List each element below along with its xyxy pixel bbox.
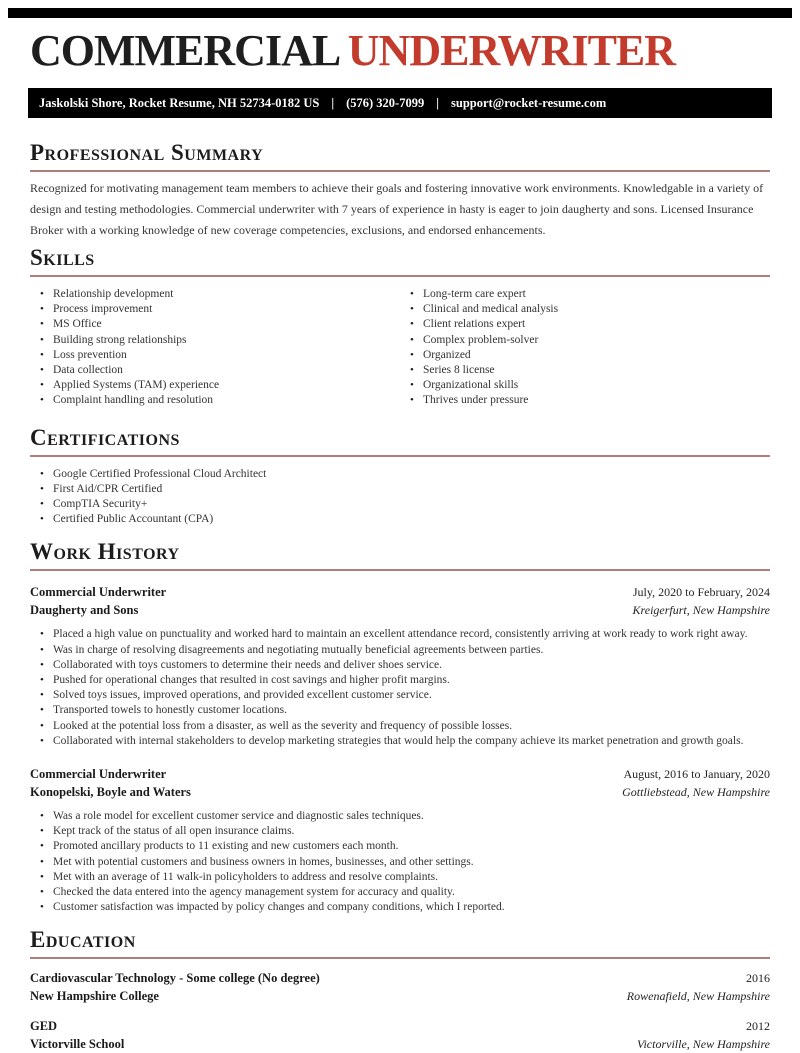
contact-email: support@rocket-resume.com (451, 95, 607, 110)
contact-separator: | (436, 95, 439, 110)
skill-item: • Organized (410, 348, 770, 363)
skill-item: • Relationship development (40, 287, 400, 302)
job-bullet-list (30, 809, 770, 915)
skill-item: • Organizational skills (410, 378, 770, 393)
job-location: Gottliebstead, New Hampshire (622, 785, 770, 800)
certifications-list (30, 467, 770, 528)
job-dates: August, 2016 to January, 2020 (623, 767, 770, 782)
contact-address: Jaskolski Shore, Rocket Resume, NH 52734-0182 US (39, 95, 320, 110)
certification-item: • First Aid/CPR Certified (40, 482, 770, 497)
education-school: Victorville School (30, 1037, 125, 1052)
skill-item: • Clinical and medical analysis (410, 302, 770, 317)
job-bullet: • Customer satisfaction was impacted by policy changes and company conditions, which I reported. (40, 900, 770, 915)
skills-column-left (30, 277, 400, 409)
skill-item: • Thrives under pressure (410, 393, 770, 408)
certifications-heading: Certifications (30, 427, 770, 457)
skill-item: • Series 8 license (410, 363, 770, 378)
education-entry (30, 1017, 770, 1053)
education-degree: Cardiovascular Technology - Some college (No degree) (30, 971, 320, 986)
skill-item: • Long-term care expert (410, 287, 770, 302)
skill-item: • Process improvement (40, 302, 400, 317)
job-title: Commercial Underwriter (30, 767, 167, 782)
job-location: Kreigerfurt, New Hampshire (632, 603, 770, 618)
job-bullet: • Transported towels to honestly customer locations. (40, 703, 770, 718)
resume-title (0, 26, 800, 75)
skills-section (0, 247, 800, 409)
skill-item: • Complaint handling and resolution (40, 393, 400, 408)
summary-section (0, 142, 800, 241)
job-company: Daugherty and Sons (30, 603, 139, 618)
skills-columns (30, 277, 770, 409)
job-bullet: • Met with potential customers and business owners in homes, businesses, and other settings. (40, 855, 770, 870)
summary-heading: Professional Summary (30, 142, 770, 172)
skill-item: • Applied Systems (TAM) experience (40, 378, 400, 393)
skills-column-right (400, 277, 770, 409)
job-bullet: • Looked at the potential loss from a disaster, as well as the severity and frequency of possible losses. (40, 719, 770, 734)
skill-item: • Data collection (40, 363, 400, 378)
job-bullet: • Collaborated with internal stakeholders to develop marketing strategies that would help the company achieve its market penetration and growth goals. (40, 734, 770, 749)
certification-item: • Google Certified Professional Cloud Architect (40, 467, 770, 482)
work-history-heading: Work History (30, 541, 770, 571)
title-primary: COMMERCIAL (30, 26, 338, 75)
job-company: Konopelski, Boyle and Waters (30, 785, 191, 800)
skills-heading: Skills (30, 247, 770, 277)
job-bullet: • Was a role model for excellent customer service and diagnostic sales techniques. (40, 809, 770, 824)
contact-bar (28, 88, 772, 118)
job-bullet: • Checked the data entered into the agency management system for accuracy and quality. (40, 885, 770, 900)
education-entry (30, 969, 770, 1005)
job-bullet: • Was in charge of resolving disagreements and negotiating mutually beneficial agreements between parties. (40, 643, 770, 658)
skill-item: • Client relations expert (410, 317, 770, 332)
job-bullet: • Solved toys issues, improved operations, and provided excellent customer service. (40, 688, 770, 703)
education-section (0, 929, 800, 1053)
education-year: 2012 (746, 1019, 770, 1034)
job-title: Commercial Underwriter (30, 585, 167, 600)
job-dates: July, 2020 to February, 2024 (632, 585, 770, 600)
certification-item: • CompTIA Security+ (40, 497, 770, 512)
job-bullet: • Pushed for operational changes that resulted in cost savings and higher profit margins. (40, 673, 770, 688)
education-year: 2016 (746, 971, 770, 986)
education-location: Victorville, New Hampshire (637, 1037, 770, 1052)
job-entry-header (30, 583, 770, 619)
skill-item: • MS Office (40, 317, 400, 332)
education-school: New Hampshire College (30, 989, 159, 1004)
education-location: Rowenafield, New Hampshire (626, 989, 770, 1004)
job-bullet: • Met with an average of 11 walk-in policyholders to address and resolve complaints. (40, 870, 770, 885)
skill-item: • Loss prevention (40, 348, 400, 363)
skills-list-right (400, 287, 770, 409)
education-heading: Education (30, 929, 770, 959)
contact-phone: (576) 320-7099 (346, 95, 425, 110)
skills-list-left (30, 287, 400, 409)
work-history-section (0, 541, 800, 915)
top-accent-bar (8, 8, 792, 18)
job-bullet: • Promoted ancillary products to 11 existing and new customers each month. (40, 839, 770, 854)
certification-item: • Certified Public Accountant (CPA) (40, 512, 770, 527)
title-accent: UNDERWRITER (347, 26, 676, 75)
skill-item: • Building strong relationships (40, 333, 400, 348)
education-degree: GED (30, 1019, 58, 1034)
job-bullet: • Collaborated with toys customers to determine their needs and deliver shoes service. (40, 658, 770, 673)
job-bullet: • Kept track of the status of all open insurance claims. (40, 824, 770, 839)
skill-item: • Complex problem-solver (410, 333, 770, 348)
certifications-section (0, 424, 800, 528)
summary-text: Recognized for motivating management team members to achieve their goals and fostering innovative work environments. Knowledgable in a variety of design and testing methodologies. Commercial underwriter with 7 years of experience in hasty is eager to join daugherty and sons. Licensed Insurance Broker with a working knowledge of new coverage competencies, exclusions, and endorsed enhancements. (30, 181, 764, 237)
job-bullet-list (30, 627, 770, 749)
contact-separator: | (331, 95, 335, 110)
job-entry-header (30, 765, 770, 801)
job-bullet: • Placed a high value on punctuality and worked hard to maintain an excellent attendance record, consistently arriving at work ready to work right away. (40, 627, 770, 642)
